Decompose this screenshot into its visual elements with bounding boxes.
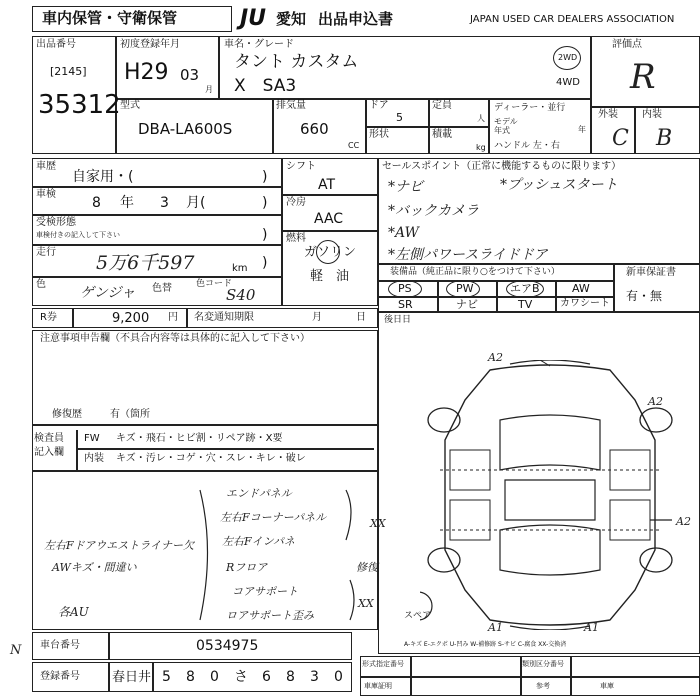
name-change-day: 日	[356, 312, 366, 323]
doors: 5	[396, 111, 403, 124]
inspector-note-mid-6: ロアサポート歪み	[226, 609, 314, 622]
equip-ps: PS	[398, 282, 412, 295]
fuel-label: 燃料	[286, 233, 306, 244]
inspector-note-mid-4: Rフロア	[226, 561, 268, 574]
recolor-label: 色替	[152, 283, 172, 294]
load-label: 積載	[432, 129, 452, 140]
drive-4wd: 4WD	[556, 77, 580, 88]
inspector-mark-2: 修復	[356, 561, 378, 574]
plate-area: 春日井	[112, 670, 152, 685]
equip-aw: AW	[572, 282, 590, 295]
displacement-label: 排気量	[276, 100, 306, 111]
year-unit: 年	[578, 125, 586, 134]
inspector-bracket-strokes	[170, 480, 370, 630]
status-label: 車庫証明	[364, 682, 392, 690]
exterior-grade: C	[612, 126, 629, 151]
equip-pw-circle	[446, 280, 480, 298]
recycle-label: R券	[40, 312, 57, 323]
recv-note: 車検付きの記入して下さい	[36, 231, 120, 239]
plate-digit-3: 0	[210, 669, 219, 685]
inspector-note-left-3: 各AU	[58, 605, 89, 619]
form-title: 出品申込書	[318, 10, 394, 28]
mileage: 5万6千597	[96, 252, 195, 274]
inspection-month: 3	[160, 195, 169, 211]
car-name-label: 車名・グレード	[224, 39, 294, 50]
score-value: R	[630, 57, 656, 97]
name-change-month: 月	[312, 312, 322, 323]
chassis-label: 車台番号	[40, 640, 80, 651]
repair-value: 有（箇所	[110, 409, 150, 420]
storage-badge-text: 車内保管・守衛保管	[42, 9, 178, 27]
plate-digit-8: 0	[334, 669, 343, 685]
recycle-amount: 9,200	[112, 311, 150, 326]
equip-leather: カワシート	[560, 298, 610, 309]
shift-label: シフト	[286, 161, 316, 172]
brand-logo: JU	[240, 6, 267, 31]
color-code: S40	[226, 286, 256, 304]
repair-label: 修復歴	[52, 409, 82, 420]
doors-label: ドア	[369, 100, 389, 111]
fuel-gas: ガソリン	[304, 245, 357, 260]
map-label-a1-left: A1	[488, 621, 503, 634]
model-code: DBA-LA600S	[138, 120, 233, 138]
interior-notes-text: キズ・汚レ・コゲ・穴・スレ・キレ・破レ	[116, 453, 306, 464]
interior-notes-label: 内装	[84, 453, 104, 464]
aircon-value: AAC	[314, 211, 344, 227]
inspector-label: 検査員 記入欄	[34, 433, 64, 458]
capacity-label: 定員	[432, 100, 452, 111]
listing-no: 35312	[38, 90, 121, 120]
chassis-row	[32, 632, 352, 660]
fw-text: キズ・飛石・ヒビ割・リペア跡・X要	[116, 433, 283, 444]
dealer-label: ディーラー・並行	[494, 103, 566, 113]
km-unit: km	[232, 263, 248, 274]
inspector-mark-3: XX	[358, 597, 374, 610]
plate-digit-4: さ	[234, 669, 248, 685]
brand-name: 愛知	[276, 10, 307, 28]
equip-navi: ナビ	[456, 298, 478, 311]
association-name: JAPAN USED CAR DEALERS ASSOCIATION	[470, 14, 675, 25]
car-name: タント カスタム	[234, 52, 359, 72]
sales-point-4: *AW	[388, 225, 419, 241]
inspector-mark-1: XX	[370, 517, 386, 530]
map-label-a2-right: A2	[648, 395, 663, 408]
sales-point-2: *プッシュスタート	[500, 177, 618, 193]
first-reg-month: 03	[180, 66, 200, 84]
usage-close-paren: )	[262, 169, 268, 185]
inspector-note-mid-2: 左右Fコーナーパネル	[220, 511, 327, 524]
fuel-light: 軽 油	[310, 269, 350, 284]
equip-tv: TV	[518, 298, 533, 311]
inspection-year-unit: 年	[120, 195, 134, 211]
recv-close-paren: )	[262, 227, 268, 243]
spare-label: スペア	[404, 611, 432, 621]
shift-value: AT	[318, 177, 336, 193]
chassis-number: 0534975	[196, 638, 259, 654]
score-label: 評価点	[612, 39, 642, 50]
inspector-note-mid-3: 左右Fインパネ	[222, 535, 295, 548]
equip-ps-circle	[388, 280, 422, 298]
warranty-value: 有・無	[626, 289, 663, 303]
inspector-note-mid-1: エンドパネル	[226, 487, 292, 500]
equip-airbag: エアB	[510, 282, 540, 295]
warranty-label: 新車保証書	[626, 267, 676, 278]
kg-unit: kg	[476, 143, 486, 152]
usage-label: 車歴	[36, 161, 56, 172]
inspector-note-left-1: 左右Fドアウエストライナー欠	[44, 539, 194, 552]
listing-no-small: [2145]	[50, 65, 87, 78]
sales-point-1: *ナビ	[388, 179, 423, 195]
shape-label: 形状	[369, 129, 389, 140]
model-year-label: モデル 年式	[494, 117, 518, 135]
name-change-label: 名変通知期限	[194, 312, 254, 323]
color-code-label: 色コード	[196, 279, 233, 289]
capacity-unit: 人	[477, 114, 485, 123]
color-value: ゲンジャ	[80, 285, 136, 301]
first-reg-year: H29	[124, 60, 169, 85]
ref-label: 参考	[536, 682, 550, 690]
inspector-n-mark: N	[10, 643, 22, 658]
car-grade: X SA3	[234, 76, 297, 96]
plate-label: 登録番号	[40, 671, 80, 682]
handle-label: ハンドル 左・右	[494, 141, 560, 151]
notes-title: 注意事項申告欄（不具合内容等は具体的に記入して下さい）	[40, 333, 310, 344]
sales-point-5: *左側パワースライドドア	[388, 247, 548, 263]
first-reg-label: 初度登録年月	[120, 39, 180, 50]
drive-2wd: 2WD	[558, 53, 578, 62]
inspector-note-mid-5: コアサポート	[232, 585, 298, 598]
equip-sr: SR	[398, 298, 413, 311]
damage-legend: A-キズ E-エクボ U-凹み W-補修跡 S-サビ C-腐食 XX-交換済	[404, 641, 567, 648]
parking-label: 車庫	[600, 682, 614, 690]
inspection-close-paren: )	[262, 195, 268, 211]
interior-grade: B	[656, 126, 673, 151]
back-label: 後日日	[384, 315, 412, 325]
exterior-label: 外装	[598, 109, 618, 120]
inspection-month-unit: 月(	[186, 195, 206, 211]
car-diagram	[420, 360, 680, 630]
plate-digit-6: 8	[286, 669, 295, 685]
yen-unit: 円	[168, 312, 178, 323]
month-unit: 月	[205, 85, 213, 94]
map-label-a2-top: A2	[488, 351, 503, 364]
equip-airbag-circle	[506, 280, 544, 298]
map-label-a1-right: A1	[584, 621, 599, 634]
cc-unit: CC	[348, 141, 360, 150]
sales-point-3: *バックカメラ	[388, 203, 479, 219]
model-label: 型式	[120, 100, 140, 111]
equip-pw: PW	[456, 282, 474, 295]
inspector-note-left-2: AWキズ・間違い	[52, 561, 137, 574]
class-label: 類別区分番号	[522, 660, 564, 668]
plate-digit-1: 5	[162, 669, 171, 685]
mileage-label: 走行	[36, 247, 56, 258]
plate-digit-7: 3	[310, 669, 319, 685]
recv-label: 受検形態	[36, 217, 76, 228]
sales-points-title: セールスポイント（正常に機能するものに限ります）	[382, 161, 622, 172]
fw-label: FW	[84, 433, 100, 444]
equipment-title: 装備品（純正品に限り○をつけて下さい）	[390, 267, 560, 277]
listing-no-label: 出品番号	[36, 39, 76, 50]
form-sign-label: 形式指定番号	[362, 660, 404, 668]
mileage-close-paren: )	[262, 255, 268, 271]
plate-digit-5: 6	[262, 669, 271, 685]
inspection-label: 車検	[36, 189, 56, 200]
map-label-a2-side: A2	[676, 515, 691, 528]
plate-digit-2: 8	[186, 669, 195, 685]
inspection-year: 8	[92, 195, 101, 211]
usage: 自家用・(	[72, 169, 134, 185]
aircon-label: 冷房	[286, 197, 306, 208]
interior-label: 内装	[642, 109, 662, 120]
displacement: 660	[300, 120, 329, 138]
color-label: 色	[36, 279, 46, 290]
